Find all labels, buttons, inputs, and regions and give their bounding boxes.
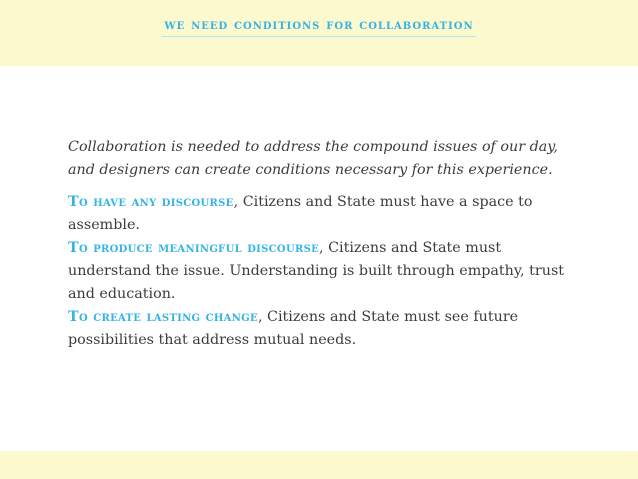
point-text: , Citizens and State must see future possibilities that address mutual needs. [68,309,519,348]
point-text: , Citizens and State must have a space to assemble. [68,194,533,233]
footer-band [0,451,638,479]
title-underline [162,36,476,37]
header-band [0,0,638,66]
point-lead: To produce meaningful discourse [68,240,320,256]
point-lead: To create lasting change [68,309,258,325]
point-understand [68,237,588,306]
point-text: , Citizens and State must understand the issue. Understanding is built through empathy, trust and education. [68,240,565,302]
point-assemble [68,191,588,237]
intro-paragraph: Collaboration is needed to address the compound issues of our day, and designers can create conditions necessary for this experience. [68,139,558,178]
point-lead: To have any discourse [68,194,234,210]
slide-title: we need conditions for collaboration [164,17,474,33]
point-change [68,306,588,352]
slide-body [68,136,588,352]
